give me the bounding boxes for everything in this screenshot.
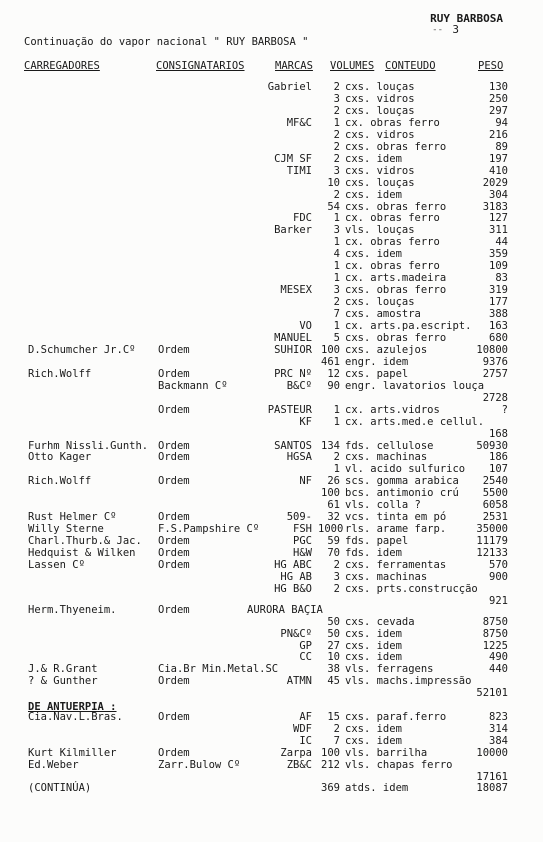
contents: vls. colla ?	[345, 499, 421, 512]
consignee: Ordem	[158, 439, 190, 452]
weight: 440	[489, 663, 508, 676]
consignee: Ordem	[158, 343, 190, 356]
volumes: 2	[333, 81, 340, 93]
consignee: Ordem	[158, 547, 190, 560]
contents: cxs. obras ferro	[345, 200, 447, 213]
contents: cxs. papel	[345, 367, 409, 380]
mark: MF&C	[286, 116, 312, 129]
weight: 130	[489, 81, 508, 93]
weight: ?	[501, 403, 508, 416]
weight: 2029	[482, 176, 508, 189]
volumes: 100	[321, 343, 340, 356]
col-weight: PESO	[478, 60, 504, 72]
consignee: Ordem	[158, 451, 190, 464]
weight: 12133	[476, 547, 508, 560]
contents: cxs. idem	[345, 651, 402, 664]
weight: 384	[489, 734, 508, 747]
mark: WDF	[293, 722, 312, 735]
volumes: 38	[327, 663, 340, 676]
mark: MANUEL	[274, 331, 312, 344]
shipper: Otto Kager	[28, 451, 92, 464]
vessel-name: AURORA BAÇIA	[247, 604, 323, 616]
mark: SANTOS	[274, 439, 312, 452]
table-row	[0, 476, 543, 488]
volumes: 3	[333, 570, 340, 583]
volumes: 2	[333, 152, 340, 165]
volumes: 2	[333, 128, 340, 141]
consignee: Ordem	[158, 403, 190, 416]
table-row	[0, 213, 543, 225]
shipper: Ed.Weber	[28, 758, 79, 771]
table-row	[0, 393, 543, 405]
weight: 314	[489, 722, 508, 735]
weight: 823	[489, 711, 508, 723]
shipper: J.& R.Grant	[28, 663, 98, 676]
weight: 107	[489, 463, 508, 476]
contents: vl. acido sulfurico	[345, 463, 466, 476]
contents: cx. obras ferro	[345, 212, 440, 225]
mark: HGSA	[286, 451, 312, 464]
volumes: 1	[333, 272, 340, 285]
table-row	[0, 118, 543, 130]
table-row	[0, 369, 543, 381]
contents: cxs. cevada	[345, 616, 415, 628]
mark: PGC	[293, 535, 312, 548]
mark: PN&Cº	[280, 627, 312, 640]
mark: Barker	[274, 224, 312, 237]
mark: ATMN	[286, 675, 312, 687]
volumes: 2	[333, 582, 340, 595]
shipper: (CONTINÚA)	[28, 782, 92, 795]
volumes: 2	[333, 140, 340, 153]
volumes: 3	[333, 284, 340, 297]
volumes: 4	[333, 248, 340, 261]
weight: 8750	[482, 616, 508, 628]
page-prefix: --	[432, 25, 443, 35]
contents: cx. arts.vidros	[345, 403, 440, 416]
shipper: Hedquist & Wilken	[28, 547, 136, 560]
volumes: 45	[327, 675, 340, 687]
contents: cxs. idem	[345, 248, 402, 261]
volumes: 212	[321, 758, 340, 771]
volumes: 3	[333, 224, 340, 237]
section-heading: DE ANTUERPIA :	[28, 701, 117, 713]
volumes: 461	[321, 355, 340, 368]
col-volumes: VOLUMES	[330, 60, 375, 72]
volumes: 1	[333, 212, 340, 225]
table-row	[0, 190, 543, 202]
mark: FSH	[293, 523, 312, 536]
weight: 44	[495, 236, 508, 249]
volumes: 1	[333, 403, 340, 416]
contents: cxs. louças	[345, 176, 415, 189]
table-row	[0, 321, 543, 333]
col-marks: MARCAS	[275, 60, 313, 72]
contents: atds. idem	[345, 782, 409, 795]
contents: cxs. idem	[345, 152, 402, 165]
weight: 2728	[482, 391, 508, 404]
weight: 163	[489, 320, 508, 332]
consignee: Ordem	[158, 367, 190, 380]
weight: 311	[489, 224, 508, 237]
weight: 3183	[482, 200, 508, 213]
volumes: 3	[333, 92, 340, 105]
table-row	[0, 345, 543, 357]
contents: cxs. vidros	[345, 164, 415, 177]
weight: 35000	[476, 523, 508, 536]
mark: AF	[299, 711, 312, 723]
volumes: 2	[333, 296, 340, 309]
volumes: 1000	[318, 523, 344, 536]
mark: GP	[299, 639, 312, 652]
shipper: Rich.Wolff	[28, 367, 92, 380]
volumes: 134	[321, 439, 340, 452]
weight: 250	[489, 92, 508, 105]
table-row	[0, 617, 543, 629]
volumes: 100	[321, 487, 340, 500]
weight: 11179	[476, 535, 508, 548]
table-row	[0, 584, 543, 596]
volumes: 369	[321, 782, 340, 795]
contents: cxs. obras ferro	[345, 140, 447, 153]
contents: vls. machs.impressão	[345, 675, 472, 687]
volumes: 1	[333, 415, 340, 428]
contents: engr. idem	[345, 355, 409, 368]
table-row	[0, 225, 543, 237]
mark: ZB&C	[286, 758, 312, 771]
contents: cx. obras ferro	[345, 236, 440, 249]
consignee: Backmann Cº	[158, 379, 228, 392]
contents: cxs. vidros	[345, 92, 415, 105]
weight: 177	[489, 296, 508, 309]
table-row	[0, 82, 543, 94]
table-row	[0, 629, 543, 641]
table-row	[0, 261, 543, 273]
weight: 5500	[482, 487, 508, 500]
mark: H&W	[293, 547, 312, 560]
weight: 388	[489, 308, 508, 321]
contents: cxs. louças	[345, 104, 415, 117]
mark: IC	[299, 734, 312, 747]
volumes: 50	[327, 627, 340, 640]
table-row	[0, 297, 543, 309]
consignee: Ordem	[158, 746, 190, 759]
weight: 359	[489, 248, 508, 261]
shipper: Kurt Kilmiller	[28, 746, 117, 759]
table-row	[0, 178, 543, 190]
aurora-row	[0, 605, 543, 617]
table-row	[0, 688, 543, 700]
consignee: Ordem	[158, 604, 190, 616]
table-row	[0, 106, 543, 118]
shipper: D.Schumcher Jr.Cº	[28, 343, 136, 356]
col-consignees: CONSIGNATARIOS	[156, 60, 245, 72]
mark: Gabriel	[267, 81, 312, 93]
contents: vls. ferragens	[345, 663, 434, 676]
ship-tag: RUY BARBOSA	[430, 12, 503, 25]
consignee: F.S.Pampshire Cº	[158, 523, 260, 536]
contents: cxs. machinas	[345, 570, 428, 583]
table-row	[0, 429, 543, 441]
contents: cxs. ferramentas	[345, 559, 447, 571]
volumes: 1	[333, 236, 340, 249]
weight: 2540	[482, 475, 508, 488]
table-row	[0, 417, 543, 429]
mark: CJM SF	[274, 152, 312, 165]
volumes: 10	[327, 651, 340, 664]
table-row	[0, 166, 543, 178]
mark: NF	[299, 475, 312, 488]
mark: Zarpa	[280, 746, 312, 759]
volumes: 54	[327, 200, 340, 213]
weight: 127	[489, 212, 508, 225]
volumes: 12	[327, 367, 340, 380]
contents: fds. idem	[345, 547, 402, 560]
volumes: 3	[333, 164, 340, 177]
table-row	[0, 488, 543, 500]
volumes: 50	[327, 616, 340, 628]
weight: 570	[489, 559, 508, 571]
weight: 2531	[482, 511, 508, 524]
contents: cxs. obras ferro	[345, 331, 447, 344]
weight: 109	[489, 260, 508, 273]
contents: fds. cellulose	[345, 439, 434, 452]
weight: 6058	[482, 499, 508, 512]
weight: 319	[489, 284, 508, 297]
volumes: 1	[333, 260, 340, 273]
weight: 1225	[482, 639, 508, 652]
contents: cx. obras ferro	[345, 260, 440, 273]
contents: cx. arts.pa.escript.	[345, 320, 472, 332]
table-row	[0, 736, 543, 748]
contents: engr. lavatorios louça	[345, 379, 485, 392]
shipper: Rust Helmer Cº	[28, 511, 117, 524]
weight: 89	[495, 140, 508, 153]
weight: 304	[489, 188, 508, 201]
mark: SUHIOR	[274, 343, 312, 356]
table-row	[0, 237, 543, 249]
volumes: 1	[333, 320, 340, 332]
mark: PASTEUR	[267, 403, 312, 416]
contents: bcs. antimonio crú	[345, 487, 459, 500]
contents: cxs. idem	[345, 188, 402, 201]
table-row	[0, 154, 543, 166]
contents: rls. arame farp.	[345, 523, 447, 536]
table-row	[0, 783, 543, 795]
volumes: 32	[327, 511, 340, 524]
weight: 680	[489, 331, 508, 344]
weight: 900	[489, 570, 508, 583]
mark: MESEX	[280, 284, 312, 297]
volumes: 27	[327, 639, 340, 652]
volumes: 5	[333, 331, 340, 344]
weight: 186	[489, 451, 508, 464]
mark: B&Cº	[286, 379, 312, 392]
contents: cxs. azulejos	[345, 343, 428, 356]
volumes: 7	[333, 734, 340, 747]
contents: cx. arts.madeira	[345, 272, 447, 285]
mark: HG AB	[280, 570, 312, 583]
contents: scs. gomma arabica	[345, 475, 459, 488]
weight: 83	[495, 272, 508, 285]
consignee: Zarr.Bulow Cº	[158, 758, 241, 771]
page-number: 3	[452, 23, 459, 36]
shipper: ? & Gunther	[28, 675, 98, 687]
weight: 197	[489, 152, 508, 165]
weight: 297	[489, 104, 508, 117]
volumes: 1	[333, 463, 340, 476]
weight: 10000	[476, 746, 508, 759]
weight: 94	[495, 116, 508, 129]
contents: cxs. idem	[345, 639, 402, 652]
shipper: Cia.Nav.L.Bras.	[28, 711, 123, 723]
table-row	[0, 748, 543, 760]
volumes: 2	[333, 451, 340, 464]
contents: cxs. idem	[345, 722, 402, 735]
weight: 17161	[476, 770, 508, 783]
weight: 52101	[476, 686, 508, 699]
table-row	[0, 249, 543, 261]
volumes: 7	[333, 308, 340, 321]
table-row	[0, 94, 543, 106]
weight: 9376	[482, 355, 508, 368]
consignee: Ordem	[158, 559, 190, 571]
mark: HG B&O	[274, 582, 312, 595]
contents: cxs. vidros	[345, 128, 415, 141]
consignee: Ordem	[158, 475, 190, 488]
weight: 50930	[476, 439, 508, 452]
consignee: Ordem	[158, 511, 190, 524]
volumes: 15	[327, 711, 340, 723]
table-row	[0, 130, 543, 142]
table-row	[0, 641, 543, 653]
table-row	[0, 285, 543, 297]
volumes: 90	[327, 379, 340, 392]
contents: vls. barrilha	[345, 746, 428, 759]
volumes: 61	[327, 499, 340, 512]
contents: cx. obras ferro	[345, 116, 440, 129]
mark: FDC	[293, 212, 312, 225]
weight: 2757	[482, 367, 508, 380]
mark: TIMI	[286, 164, 312, 177]
volumes: 2	[333, 104, 340, 117]
table-row	[0, 560, 543, 572]
contents: cxs. obras ferro	[345, 284, 447, 297]
contents: cxs. amostra	[345, 308, 421, 321]
volumes: 2	[333, 188, 340, 201]
contents: cxs. paraf.ferro	[345, 711, 447, 723]
contents: cxs. louças	[345, 81, 415, 93]
contents: cxs. idem	[345, 734, 402, 747]
consignee: Ordem	[158, 675, 190, 687]
contents: cx. arts.med.e cellul.	[345, 415, 485, 428]
mark: VO	[299, 320, 312, 332]
volumes: 2	[333, 559, 340, 571]
weight: 410	[489, 164, 508, 177]
contents: vls. chapas ferro	[345, 758, 453, 771]
mark: 509-	[286, 511, 312, 524]
contents: cxs. louças	[345, 296, 415, 309]
consignee: Ordem	[158, 535, 190, 548]
col-contents: CONTEUDO	[385, 60, 436, 72]
table-row	[0, 381, 543, 393]
page-title: Continuação do vapor nacional " RUY BARBOSA "	[24, 36, 309, 48]
volumes: 26	[327, 475, 340, 488]
table-row	[0, 712, 543, 724]
contents: vls. louças	[345, 224, 415, 237]
shipper: Willy Sterne	[28, 523, 104, 536]
table-row	[0, 724, 543, 736]
contents: cxs. machinas	[345, 451, 428, 464]
shipper: Furhm Nissli.Gunth.	[28, 439, 149, 452]
weight: 921	[489, 594, 508, 607]
table-row	[0, 676, 543, 688]
contents: vcs. tinta em pó	[345, 511, 447, 524]
consignee: Cia.Br Min.Metal.SC	[158, 663, 279, 676]
volumes: 59	[327, 535, 340, 548]
consignee: Ordem	[158, 711, 190, 723]
table-row	[0, 202, 543, 214]
table-row	[0, 405, 543, 417]
shipper: Herm.Thyeneim.	[28, 604, 117, 616]
shipper: Rich.Wolff	[28, 475, 92, 488]
volumes: 100	[321, 746, 340, 759]
table-row	[0, 142, 543, 154]
contents: cxs. idem	[345, 627, 402, 640]
mark: PRC Nº	[274, 367, 312, 380]
table-row	[0, 273, 543, 285]
shipper: Lassen Cº	[28, 559, 85, 571]
weight: 168	[489, 427, 508, 440]
weight: 490	[489, 651, 508, 664]
volumes: 1	[333, 116, 340, 129]
col-shippers: CARREGADORES	[24, 60, 100, 72]
weight: 8750	[482, 627, 508, 640]
volumes: 70	[327, 547, 340, 560]
volumes: 2	[333, 722, 340, 735]
weight: 216	[489, 128, 508, 141]
weight: 18087	[476, 782, 508, 795]
mark: CC	[299, 651, 312, 664]
shipper: Charl.Thurb.& Jac.	[28, 535, 142, 548]
volumes: 10	[327, 176, 340, 189]
mark: KF	[299, 415, 312, 428]
weight: 10800	[476, 343, 508, 356]
mark: HG ABC	[274, 559, 312, 571]
contents: cxs. prts.construcção	[345, 582, 478, 595]
table-row	[0, 760, 543, 772]
contents: fds. papel	[345, 535, 409, 548]
